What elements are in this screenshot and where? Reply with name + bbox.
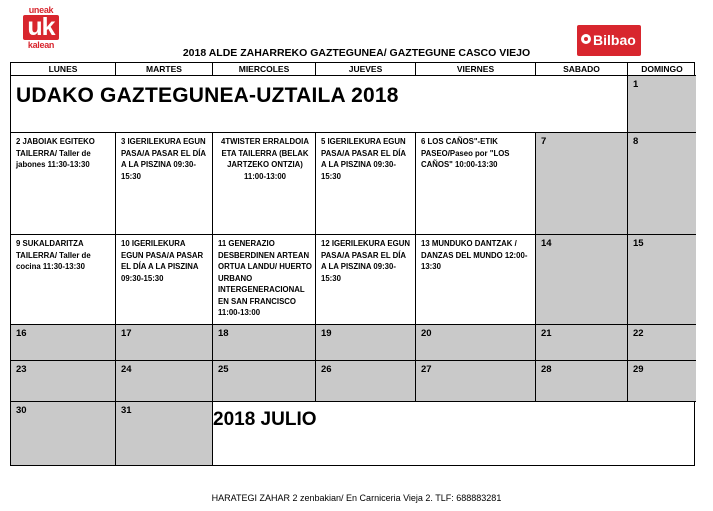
calendar-grid — [10, 62, 695, 466]
day-cell-19: 19 — [316, 325, 416, 361]
day-cell-22: 22 — [628, 325, 696, 361]
bilbao-logo-text: Bilbao — [593, 32, 636, 48]
page-title: 2018 ALDE ZAHARREKO GAZTEGUNEA/ GAZTEGUNE CASCO VIEJO — [182, 47, 531, 59]
summer-banner-title: UDAKO GAZTEGUNEA-UZTAILA 2018 — [16, 84, 399, 107]
day-header-thursday: JUEVES — [316, 63, 416, 76]
event-cell-day-4: 4TWISTER ERRALDOIA ETA TAILERRA (BELAK JARTZEKO ONTZIA) 11:00-13:00 — [213, 133, 316, 235]
banner-cell — [11, 76, 628, 133]
event-cell-day-5: 5 IGERILEKURA EGUN PASA/A PASAR EL DÍA A LA PISZINA 09:30-15:30 — [316, 133, 416, 235]
uk-logo-top-text: uneak — [28, 5, 54, 15]
day-cell-28: 28 — [536, 361, 628, 402]
uk-logo-main-text: uk — [23, 15, 59, 40]
day-header-sunday: DOMINGO — [628, 63, 696, 76]
day-cell-21: 21 — [536, 325, 628, 361]
event-cell-day-9: 9 SUKALDARITZA TAILERRA/ Taller de cocina 11:30-13:30 — [11, 235, 116, 325]
event-cell-day-11: 11 GENERAZIO DESBERDINEN ARTEAN ORTUA LANDU/ HUERTO URBANO INTERGENERACIONAL EN SAN FRANCISCO 11:00-13:00 — [213, 235, 316, 325]
day-cell-7: 7 — [536, 133, 628, 235]
day-cell-15: 15 — [628, 235, 696, 325]
day-header-monday: LUNES — [11, 63, 116, 76]
event-cell-day-3: 3 IGERILEKURA EGUN PASA/A PASAR EL DÍA A LA PISZINA 09:30-15:30 — [116, 133, 213, 235]
day-cell-24: 24 — [116, 361, 213, 402]
day-cell-18: 18 — [213, 325, 316, 361]
day-cell-20: 20 — [416, 325, 536, 361]
day-header-wednesday: MIERCOLES — [213, 63, 316, 76]
day-header-tuesday: MARTES — [116, 63, 213, 76]
uk-kalean-logo — [23, 6, 59, 52]
day-cell-30: 30 — [11, 402, 116, 465]
event-cell-day-6: 6 LOS CAÑOS"-ETIK PASEO/Paseo por "LOS CAÑOS" 10:00-13:30 — [416, 133, 536, 235]
day-cell-8: 8 — [628, 133, 696, 235]
day-cell-17: 17 — [116, 325, 213, 361]
day-cell-29: 29 — [628, 361, 696, 402]
event-cell-day-12: 12 IGERILEKURA EGUN PASA/A PASAR EL DÍA A LA PISZINA 09:30-15:30 — [316, 235, 416, 325]
month-label: 2018 JULIO — [213, 409, 317, 430]
day-header-saturday: SABADO — [536, 63, 628, 76]
event-cell-day-10: 10 IGERILEKURA EGUN PASA/A PASAR EL DÍA A LA PISZINA 09:30-15:30 — [116, 235, 213, 325]
day-cell-26: 26 — [316, 361, 416, 402]
day-cell-16: 16 — [11, 325, 116, 361]
day-cell-14: 14 — [536, 235, 628, 325]
bilbao-b-icon — [581, 34, 591, 44]
day-cell-27: 27 — [416, 361, 536, 402]
day-cell-25: 25 — [213, 361, 316, 402]
event-cell-day-13: 13 MUNDUKO DANTZAK / DANZAS DEL MUNDO 12:00-13:30 — [416, 235, 536, 325]
day-cell-31: 31 — [116, 402, 213, 465]
day-header-friday: VIERNES — [416, 63, 536, 76]
event-cell-day-2: 2 JABOIAK EGITEKO TAILERRA/ Taller de jabones 11:30-13:30 — [11, 133, 116, 235]
day-cell-1: 1 — [628, 76, 696, 133]
day-cell-23: 23 — [11, 361, 116, 402]
footer-address: HARATEGI ZAHAR 2 zenbakian/ En Carniceria Vieja 2. TLF: 688883281 — [211, 493, 502, 503]
uk-logo-bottom-text: kalean — [27, 40, 55, 50]
